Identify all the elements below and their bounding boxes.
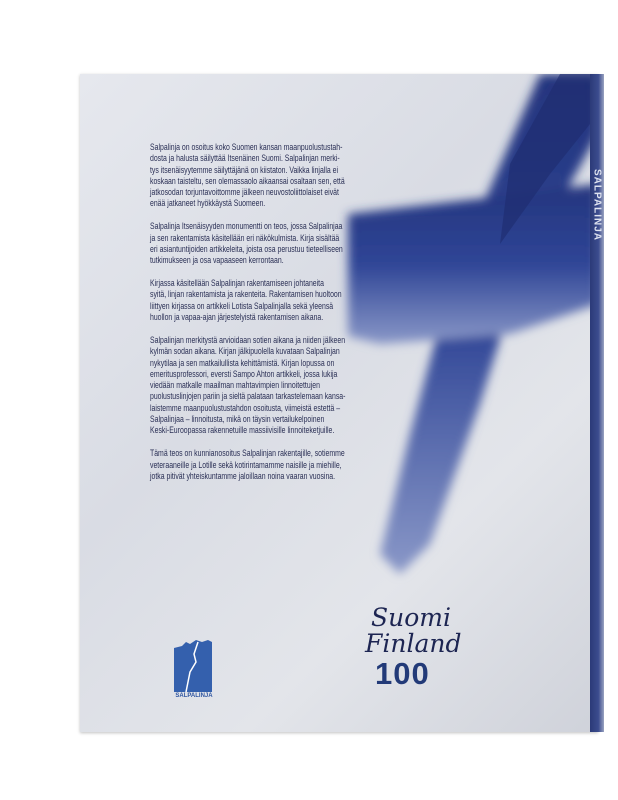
paragraph <box>150 448 345 482</box>
text-line: veteraaneille ja Lotille sekä kotirintamamme naisille ja miehille, <box>150 459 342 471</box>
paragraph <box>150 221 343 267</box>
text-line: nykytilaa ja sen matkailullista kehittämistä. Kirjan lopussa on <box>150 357 335 369</box>
text-line: syitä, linjan rakentamista ja rakenteita. Rakentamisen huoltoon <box>150 289 342 301</box>
text-line: Salpalinja on osoitus koko Suomen kansan maanpuolustustah- <box>150 142 343 153</box>
finland-text: Finland <box>365 629 462 658</box>
text-line: Salpalinja Itsenäisyyden monumentti on teos, jossa Salpalinjaa <box>150 221 343 233</box>
paragraph <box>150 142 345 210</box>
text-line: Keski-Euroopassa rakennetuille massiivisille linnoiteketjuille. <box>150 425 335 437</box>
paragraph <box>150 278 342 324</box>
paragraph <box>150 334 346 437</box>
back-cover-text <box>150 142 346 494</box>
text-line: laistemme maanpuolustustahdon osoitusta, viimeistä estettä – <box>150 402 341 414</box>
text-line: tutkimukseen ja osa vapaaseen kerrontaan. <box>150 255 284 267</box>
text-line: koskaan taisteltu, sen olemassaolo aikaansai osaltaan sen, että <box>150 175 345 187</box>
text-line: puolustuslinjojen pariin ja sieltä palataan tarkastelemaan kansa- <box>150 391 346 403</box>
text-line: viedään matkalle maailman mahtavimpien linnoitettujen <box>150 380 320 392</box>
text-line: emeritusprofessori, eversti Sampo Ahton artikkeli, jossa lukija <box>150 368 338 380</box>
text-line: Kirjassa käsitellään Salpalinjan rakentamiseen johtaneita <box>150 278 324 290</box>
text-line: liittyen kirjassa on artikkeli Lotista Salpalinjalla sekä yleensä <box>150 300 334 312</box>
text-line: jotka pitivät yhteiskuntamme jaloillaan noina vaaran vuosina. <box>150 470 336 482</box>
text-line: kylmän sodan aikana. Kirjan jälkipuolella kuvataan Salpalinjan <box>150 346 340 358</box>
text-line: eri asiantuntijoiden artikkeleita, joista osa perustuu tieteelliseen <box>150 243 343 255</box>
text-line: Salpalinjaa – linnoitusta, mikä on täysin vertailukelpoinen <box>150 414 325 426</box>
text-line: tys itsenäisyytemme säilyttäjänä on kiistaton. Vaikka linjalla ei <box>150 164 338 176</box>
suomi-finland-100-logo <box>365 605 485 691</box>
centenary-number: 100 <box>375 656 430 691</box>
text-line: dosta ja halusta säilyttää Itsenäinen Suomi. Salpalinjan merki- <box>150 153 340 165</box>
text-line: ja sen rakentamista käsitellään eri näkökulmista. Kirja sisältää <box>150 232 340 244</box>
text-line: enää jatkaneet hyökkäystä Suomeen. <box>150 198 266 210</box>
suomi-text: Suomi <box>371 603 451 632</box>
salpalinja-logo-icon <box>172 640 216 692</box>
text-line: huollon ja vapaa-ajan järjestelyistä rakentamisen aikana. <box>150 312 324 324</box>
spine-title <box>590 90 604 320</box>
publisher-logo-label: SALPALINJA <box>175 693 213 699</box>
text-line: Salpalinjan merkitystä arvioidaan sotien aikana ja niiden jälkeen <box>150 334 346 346</box>
text-line: jatkosodan torjuntavoittomme jälkeen neuvostoliittolaiset eivät <box>150 187 339 199</box>
spine-title-text: SALPALINJA <box>591 168 603 242</box>
text-line: Tämä teos on kunnianosoitus Salpalinjan rakentajille, sotiemme <box>150 448 345 460</box>
